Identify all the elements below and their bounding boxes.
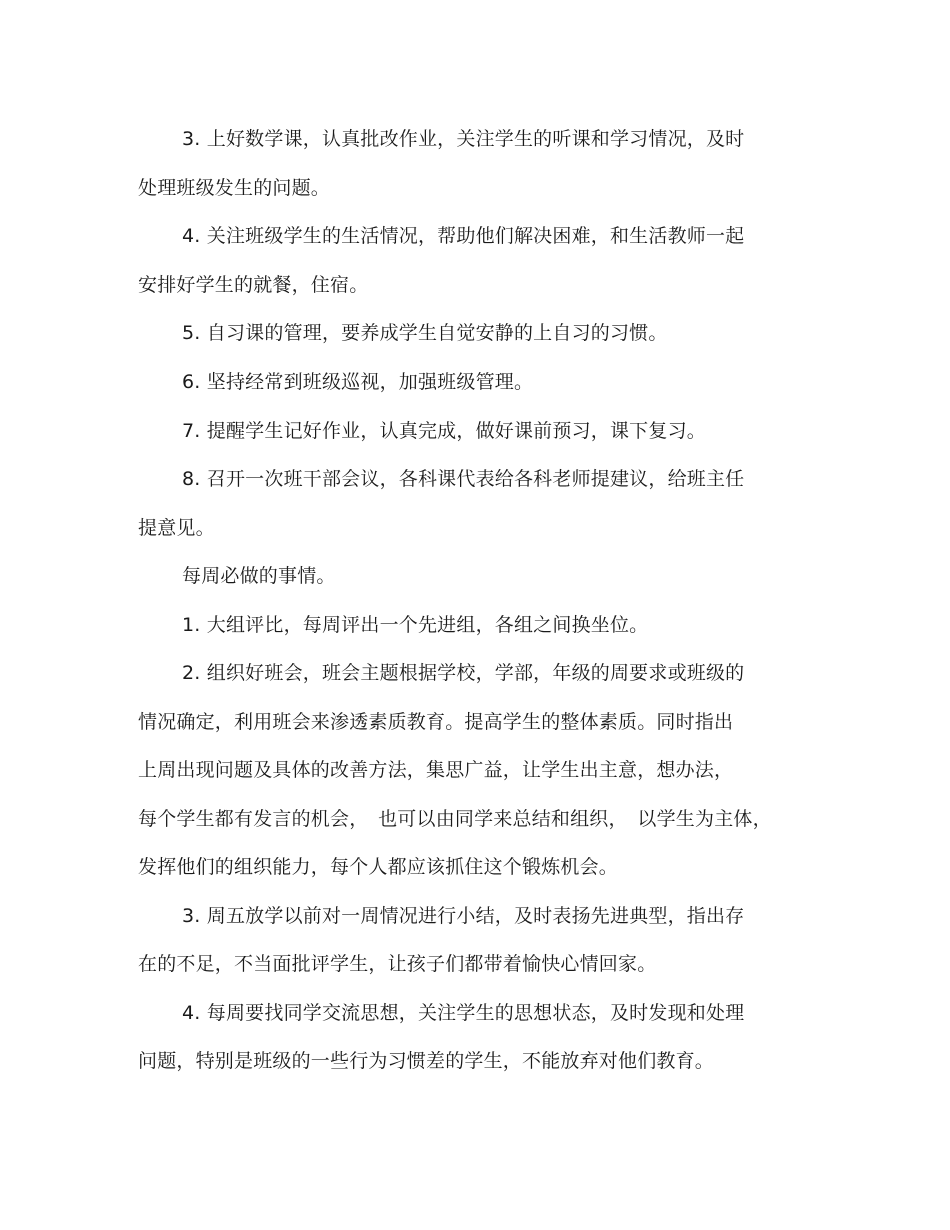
paragraph-line: 6. 坚持经常到班级巡视，加强班级管理。 [182,371,534,393]
paragraph-line: 问题，特别是班级的一些行为习惯差的学生，不能放弃对他们教育。 [138,1050,715,1072]
paragraph-line: 5. 自习课的管理，要养成学生自觉安静的上自习的习惯。 [182,322,668,344]
paragraph-line: 8. 召开一次班干部会议，各科课代表给各科老师提建议，给班主任 [182,468,745,490]
paragraph-line: 2. 组织好班会，班会主题根据学校，学部，年级的周要求或班级的 [182,662,745,684]
paragraph-line: 安排好学生的就餐，住宿。 [138,274,369,296]
paragraph-line: 上周出现问题及具体的改善方法，集思广益，让学生出主意，想办法， [138,759,734,781]
paragraph-line: 1. 大组评比，每周评出一个先进组，各组之间换坐位。 [182,614,649,636]
paragraph-line: 发挥他们的组织能力，每个人都应该抓住这个锻炼机会。 [138,856,619,878]
paragraph-line: 4. 关注班级学生的生活情况，帮助他们解决困难，和生活教师一起 [182,225,745,247]
paragraph-line: 处理班级发生的问题。 [138,177,331,199]
paragraph-line: 3. 上好数学课，认真批改作业，关注学生的听课和学习情况，及时 [182,128,745,150]
paragraph-line: 情况确定，利用班会来渗透素质教育。提高学生的整体素质。同时指出 [138,711,734,733]
paragraph-line: 在的不足，不当面批评学生，让孩子们都带着愉快心情回家。 [138,953,657,975]
paragraph-line: 提意见。 [138,517,215,539]
section-heading: 每周必做的事情。 [182,565,336,587]
paragraph-line: 每个学生都有发言的机会， 也可以由同学来总结和组织， 以学生为主体， [138,808,772,830]
paragraph-line: 7. 提醒学生记好作业，认真完成，做好课前预习，课下复习。 [182,420,706,442]
paragraph-line: 4. 每周要找同学交流思想，关注学生的思想状态，及时发现和处理 [182,1002,745,1024]
paragraph-line: 3. 周五放学以前对一周情况进行小结，及时表扬先进典型，指出存 [182,905,745,927]
